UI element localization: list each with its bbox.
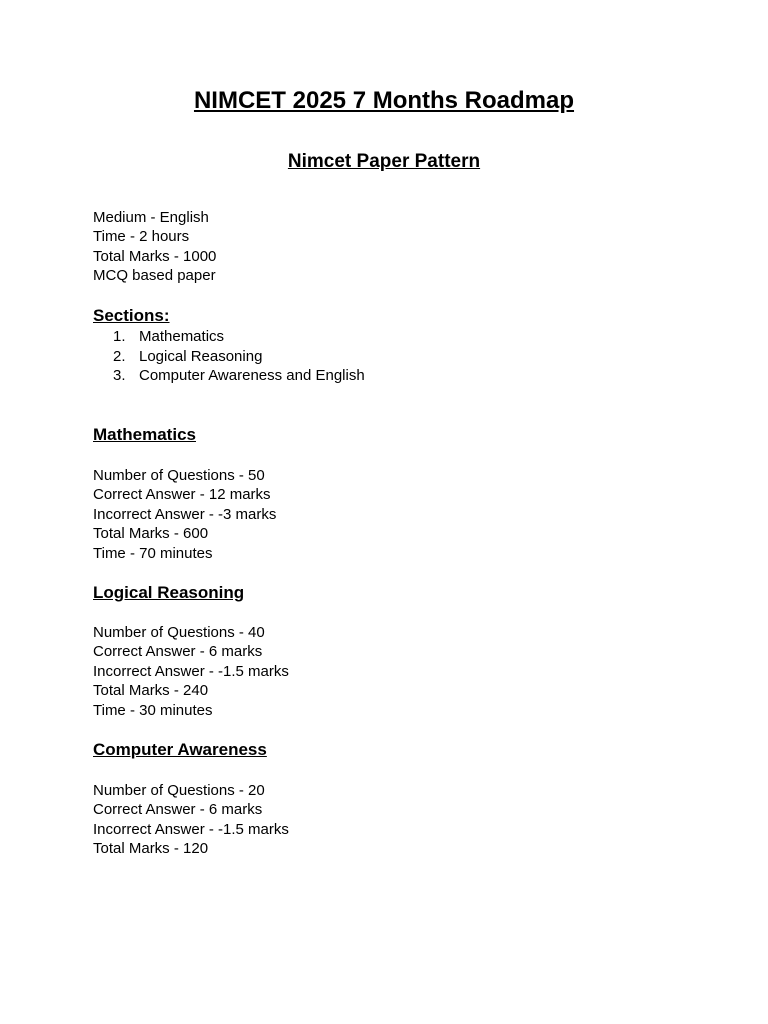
overview-block bbox=[93, 208, 216, 286]
detail-line: Correct Answer - 12 marks bbox=[93, 486, 271, 504]
overview-line: Medium - English bbox=[93, 209, 209, 226]
overview-line: MCQ based paper bbox=[93, 267, 216, 285]
list-item-label: Computer Awareness and English bbox=[139, 367, 365, 385]
sections-list bbox=[113, 327, 365, 386]
detail-line: Time - 30 minutes bbox=[93, 701, 213, 719]
list-item bbox=[113, 327, 365, 347]
list-item-label: Mathematics bbox=[139, 328, 225, 345]
detail-line: Correct Answer - 6 marks bbox=[93, 801, 263, 819]
logical-reasoning-details bbox=[93, 623, 289, 720]
list-item bbox=[113, 366, 365, 386]
list-item-number: 3. bbox=[113, 367, 126, 385]
detail-line: Incorrect Answer - -3 marks bbox=[93, 505, 277, 523]
detail-line: Number of Questions - 50 bbox=[93, 467, 265, 484]
logical-reasoning-heading: Logical Reasoning bbox=[93, 583, 245, 602]
list-item-number: 1. bbox=[113, 328, 126, 345]
mathematics-heading: Mathematics bbox=[93, 425, 196, 444]
detail-line: Incorrect Answer - -1.5 marks bbox=[93, 820, 289, 838]
detail-line: Time - 70 minutes bbox=[93, 544, 213, 562]
detail-line: Number of Questions - 20 bbox=[93, 782, 265, 799]
list-item-label: Logical Reasoning bbox=[139, 347, 263, 365]
detail-line: Total Marks - 240 bbox=[93, 682, 209, 700]
list-item bbox=[113, 347, 365, 367]
list-item-number: 2. bbox=[113, 347, 126, 365]
computer-awareness-details bbox=[93, 781, 289, 859]
detail-line: Number of Questions - 40 bbox=[93, 624, 265, 641]
overview-line: Time - 2 hours bbox=[93, 228, 190, 246]
overview-line: Total Marks - 1000 bbox=[93, 247, 217, 265]
page-title: NIMCET 2025 7 Months Roadmap bbox=[193, 87, 575, 114]
sections-heading: Sections: bbox=[93, 306, 170, 325]
computer-awareness-heading: Computer Awareness bbox=[93, 740, 267, 759]
detail-line: Total Marks - 120 bbox=[93, 840, 209, 858]
page-subtitle: Nimcet Paper Pattern bbox=[287, 151, 481, 172]
detail-line: Incorrect Answer - -1.5 marks bbox=[93, 662, 289, 680]
detail-line: Total Marks - 600 bbox=[93, 525, 209, 543]
mathematics-details bbox=[93, 466, 276, 563]
detail-line: Correct Answer - 6 marks bbox=[93, 643, 263, 661]
